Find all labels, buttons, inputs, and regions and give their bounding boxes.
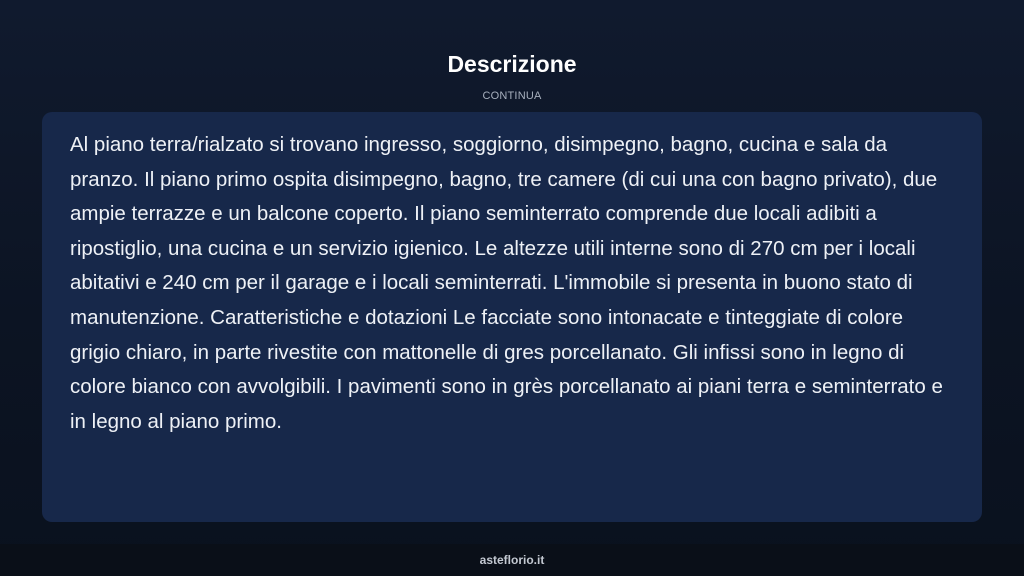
footer-site-name: asteflorio.it — [479, 553, 545, 567]
page-subtitle: CONTINUA — [482, 90, 542, 102]
footer-bar — [0, 544, 1024, 576]
description-text: Al piano terra/rialzato si trovano ingresso, soggiorno, disimpegno, bagno, cucina e sala da pranzo. Il piano primo ospita disimpegno, bagno, tre camere (di cui una con bagno privato), due ampie terrazze e un balcone coperto. Il piano seminterrato comprende due locali adibiti a ripostiglio, una cucina e un servizio igienico. Le altezze utili interne sono di 270 cm per i locali abitativi e 240 cm per il garage e i locali seminterrati. L'immobile si presenta in buono stato di manutenzione. Caratteristiche e dotazioni Le facciate sono intonacate e tinteggiate di colore grigio chiaro, in parte rivestite con mattonelle di gres porcellanato. Gli infissi sono in legno di colore bianco con avvolgibili. I pavimenti sono in grès porcellanato ai piani terra e seminterrato e in legno al piano primo. — [70, 133, 943, 433]
page-title: Descrizione — [447, 51, 577, 77]
page-header — [0, 48, 1024, 103]
description-card — [42, 112, 982, 522]
